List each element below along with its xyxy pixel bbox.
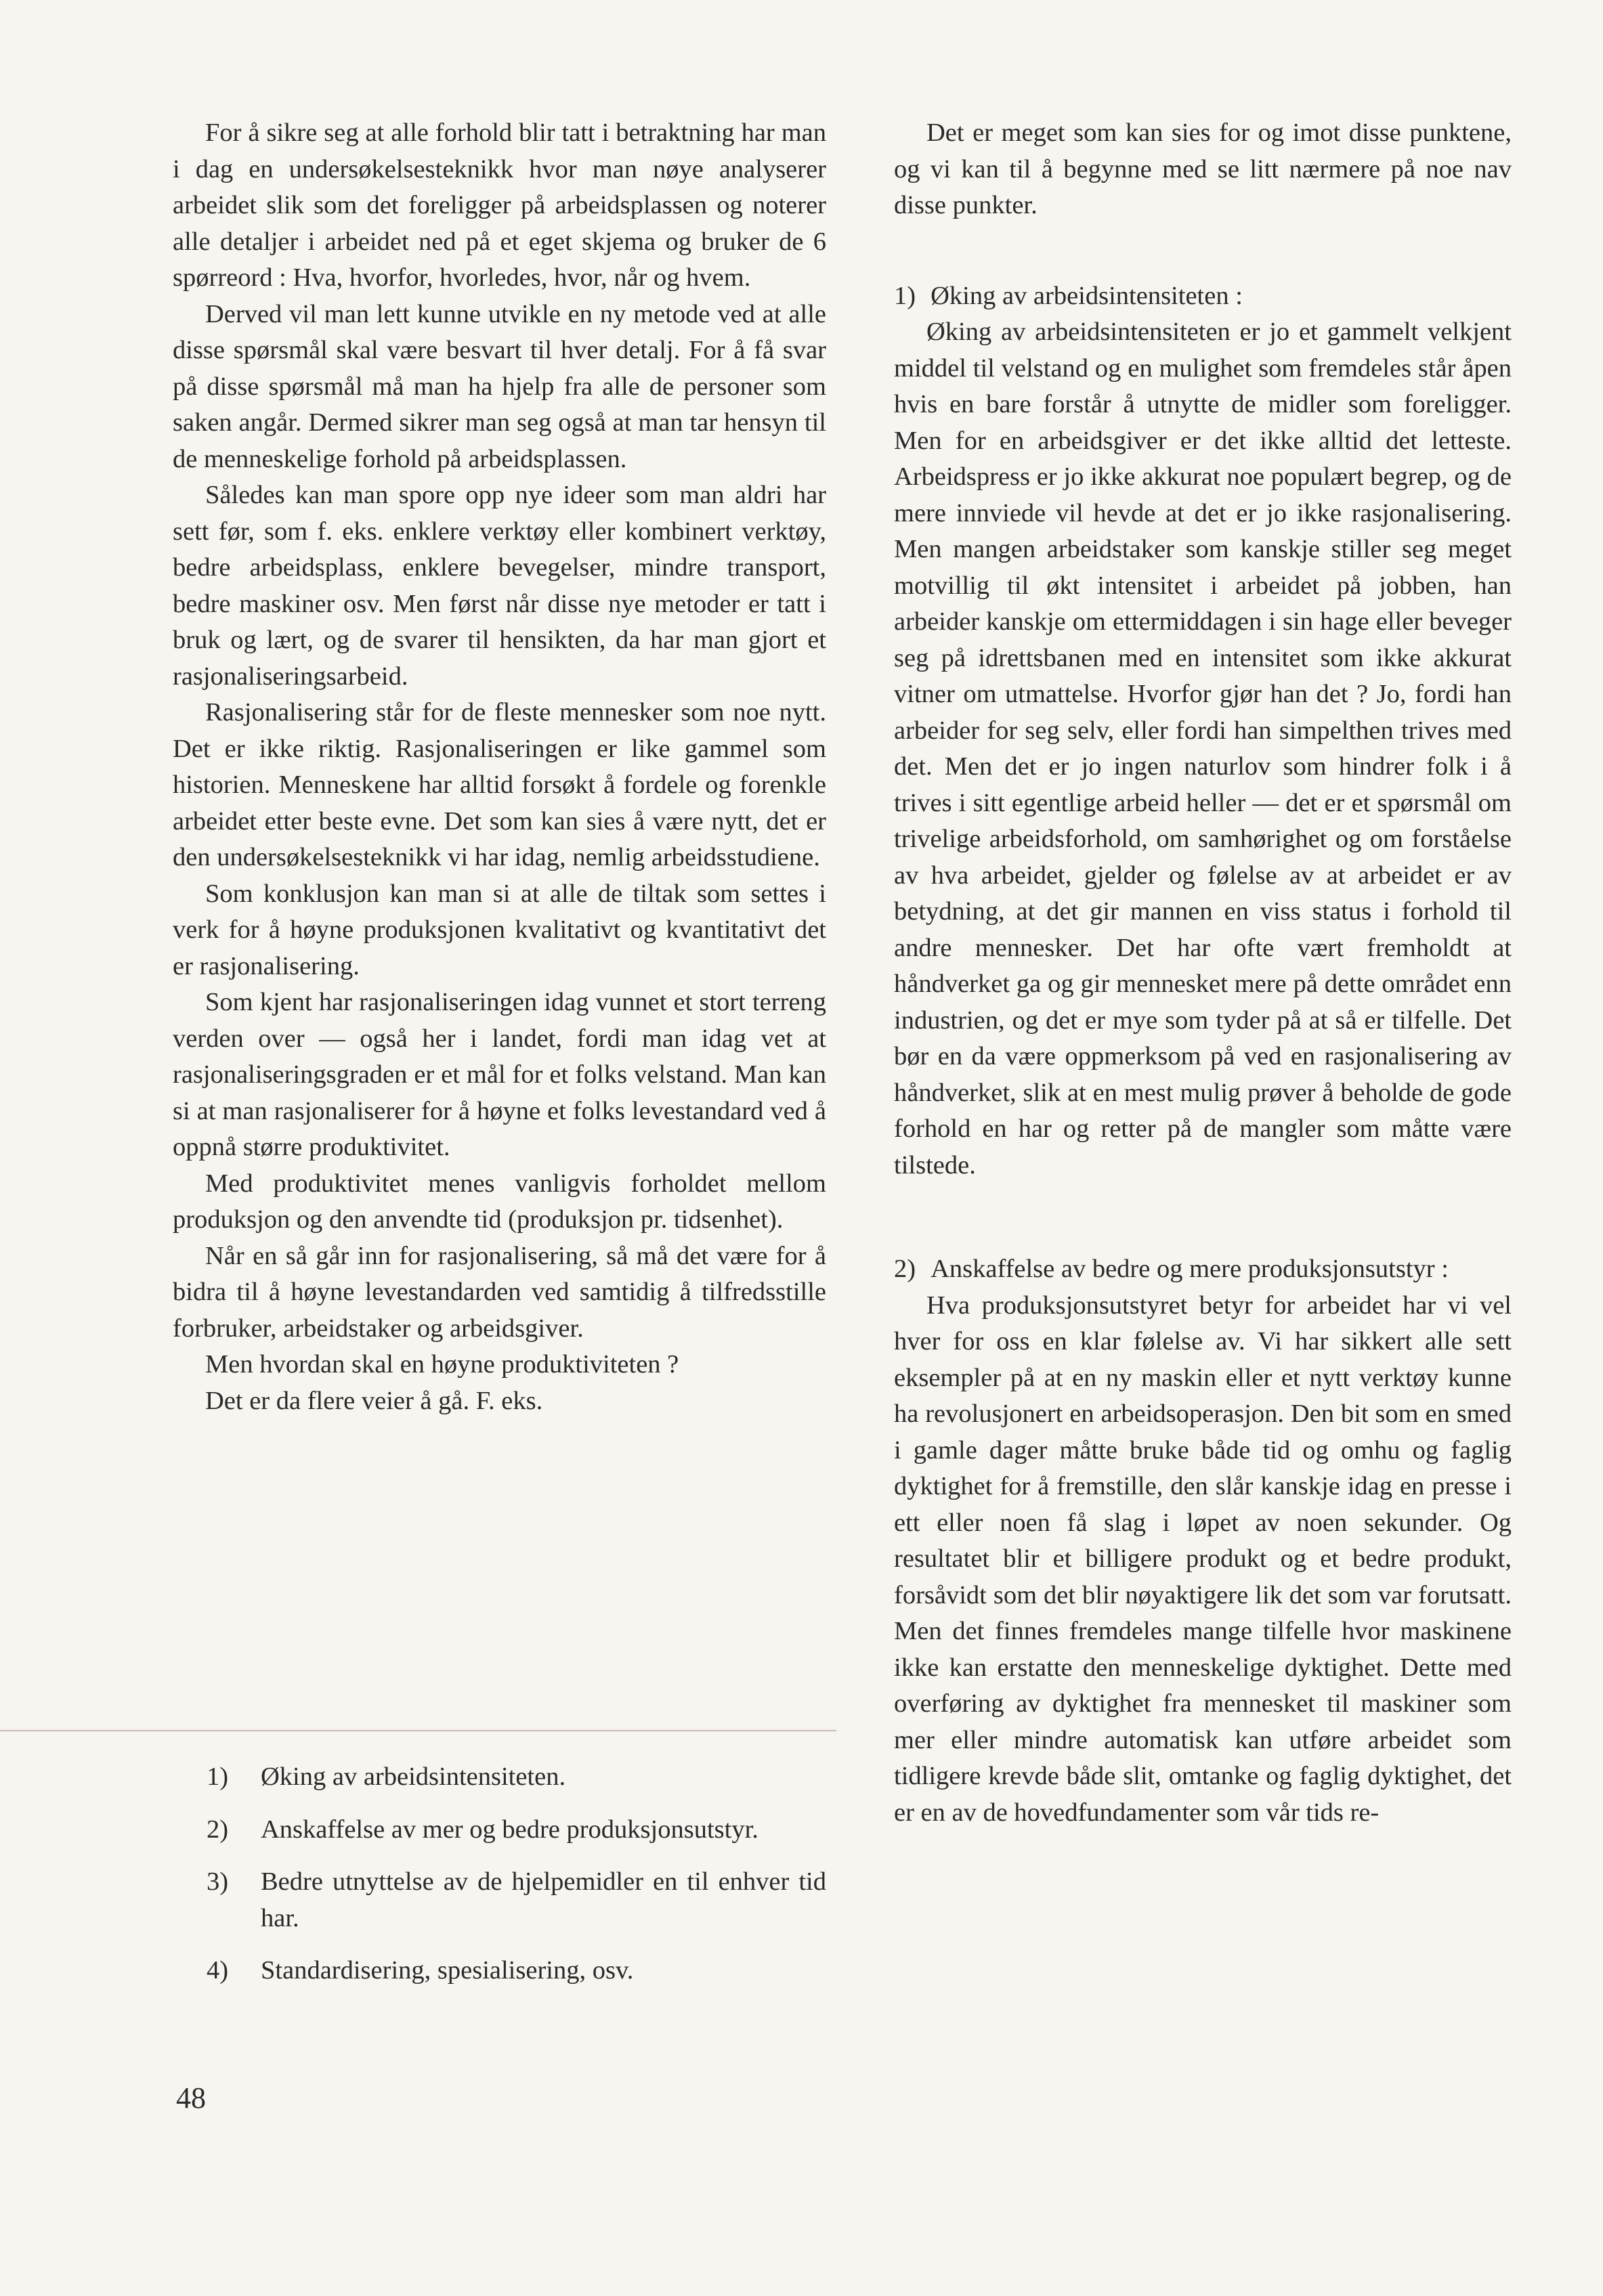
list-text: Bedre utnyttelse av de hjelpemidler en til enhver tid har. (261, 1867, 826, 1932)
section-title: Anskaffelse av bedre og mere produksjonsutstyr : (931, 1255, 1449, 1283)
list-text: Standardisering, spesialisering, osv. (261, 1956, 634, 1985)
list-item (207, 1812, 826, 1848)
paragraph: Derved vil man lett kunne utvikle en ny metode ved at alle disse spørsmål skal være besvart til hver detalj. For å få svar på disse spørsmål må man ha hjelp fra alle de personer som saken angår. Dermed sikrer man seg også at man tar hensyn til de menneskelige forhold på arbeidsplassen. (173, 299, 826, 473)
list-number: 4) (207, 1956, 229, 1985)
paragraph: Som konklusjon kan man si at alle de tiltak som settes i verk for å høyne produksjonen kvalitativt og kvantitativt det er rasjonalisering. (173, 879, 826, 980)
section-heading-1 (894, 278, 1512, 315)
list-text: Øking av arbeidsintensiteten. (261, 1762, 566, 1791)
paragraph: Med produktivitet menes vanligvis forholdet mellom produksjon og den anvendte tid (produksjon pr. tidsenhet). (173, 1169, 826, 1234)
numbered-list (207, 1759, 826, 2006)
paragraph: Således kan man spore opp nye ideer som man aldri har sett før, som f. eks. enklere verktøy eller kombinert verktøy, bedre arbeidsplass, enklere bevegelser, mindre transport, bedre maskiner osv. Men først når disse nye metoder er tatt i bruk og lært, og de svarer til hensikten, da har man gjort et rasjonaliseringsarbeid. (173, 481, 826, 691)
list-text: Anskaffelse av mer og bedre produksjonsutstyr. (261, 1815, 758, 1844)
section-2-body: Hva produksjonsutstyret betyr for arbeidet har vi vel hver for oss en klar følelse av. Vi har sikkert alle sett eksempler på at en ny maskin eller et nytt verktøy kunne ha revolusjonert en arbeidsoperasjon. Den bit som en smed i gamle dager måtte bruke både tid og omhu og faglig dyktighet for å fremstille, den slår kanskje idag en presse i ett eller noen få slag i løpet av noen sekunder. Og resultatet blir et billigere produkt og et bedre produkt, forsåvidt som det blir nøyaktigere lik det som var forutsatt. Men det finnes fremdeles mange tilfelle hvor maskinene ikke kan erstatte den menneskelige dyktighet. Dette med overføring av dyktighet fra mennesket til maskiner som mer eller mindre automatisk kan utføre arbeidet som tidligere krevde både slit, omtanke og faglig dyktighet, det er en av de hovedfundamenter som vår tids re- (894, 1291, 1512, 1827)
list-item (207, 1953, 826, 1989)
right-column (894, 115, 1512, 1831)
paragraph: Når en så går inn for rasjonalisering, så må det være for å bidra til å høyne levestandarden ved samtidig å tilfredsstille forbruker, arbeidstaker og arbeidsgiver. (173, 1241, 826, 1343)
section-number: 1) (894, 281, 916, 310)
divider-line (0, 1730, 836, 1731)
section-1-body: Øking av arbeidsintensiteten er jo et gammelt velkjent middel til velstand og en mulighet som fremdeles står åpen hvis en bare forstår å utnytte de midler som foreligger. Men for en arbeidsgiver er det ikke alltid det letteste. Arbeidspress er jo ikke akkurat noe populært begrep, og de mere innviede vil hevde at det er jo ikke rasjonalisering. Men mangen arbeidstaker som kanskje stiller seg meget motvillig til økt intensitet i arbeidet på jobben, han arbeider kanskje om ettermiddagen i sin hage eller beveger seg på idrettsbanen med en intensitet som ikke akkurat vitner om utmattelse. Hvorfor gjør han det ? Jo, fordi han arbeider for seg selv, eller fordi han simpelthen trives med det. Men det er jo ingen naturlov som hindrer folk i å trives i sitt egentlige arbeid heller — det er et spørsmål om trivelige arbeidsforhold, om samhørighet og om forståelse av hva arbeidet, gjelder og følelse av at arbeidet er av betydning, at det gir mannen en viss status i forhold til andre mennesker. Det har ofte vært fremholdt at håndverket ga og gir mennesket mere på dette området enn industrien, og det er mye som tyder på at så er tilfelle. Det bør en da være oppmerksom på ved en rasjonalisering av håndverket, slik at en mest mulig prøver å beholde de gode forhold en har og retter på de mangler som måtte være tilstede. (894, 318, 1512, 1179)
section-heading-2 (894, 1251, 1512, 1288)
list-number: 3) (207, 1867, 229, 1896)
list-item (207, 1759, 826, 1796)
paragraph: Det er da flere veier å gå. F. eks. (205, 1386, 543, 1415)
list-number: 1) (207, 1762, 229, 1791)
list-item (207, 1864, 826, 1936)
paragraph: Som kjent har rasjonaliseringen idag vunnet et stort terreng verden over — også her i landet, fordi man idag vet at rasjonaliseringsgraden er et mål for et folks velstand. Man kan si at man rasjonaliserer for å høyne et folks levestandard ved å oppnå større produktivitet. (173, 988, 826, 1161)
paragraph: Men hvordan skal en høyne produktiviteten ? (205, 1350, 679, 1379)
section-number: 2) (894, 1255, 916, 1283)
list-number: 2) (207, 1815, 229, 1844)
page-number: 48 (176, 2081, 206, 2115)
section-title: Øking av arbeidsintensiteten : (931, 281, 1243, 310)
paragraph: For å sikre seg at alle forhold blir tatt i betraktning har man i dag en undersøkelsesteknikk hvor man nøye analyserer arbeidet slik som det foreligger på arbeidsplassen og noterer alle detaljer i arbeidet ned på et eget skjema og bruker de 6 spørreord : Hva, hvorfor, hvorledes, hvor, når og hvem. (173, 118, 826, 292)
paragraph: Rasjonalisering står for de fleste mennesker som noe nytt. Det er ikke riktig. Rasjonaliseringen er like gammel som historien. Menneskene har alltid forsøkt å fordele og forenkle arbeidet etter beste evne. Det som kan sies å være nytt, det er den undersøkelsesteknikk vi har idag, nemlig arbeidsstudiene. (173, 698, 826, 871)
left-column (173, 115, 826, 1419)
intro-paragraph: Det er meget som kan sies for og imot disse punktene, og vi kan til å begynne med se litt nærmere på noe nav disse punkter. (894, 118, 1512, 219)
